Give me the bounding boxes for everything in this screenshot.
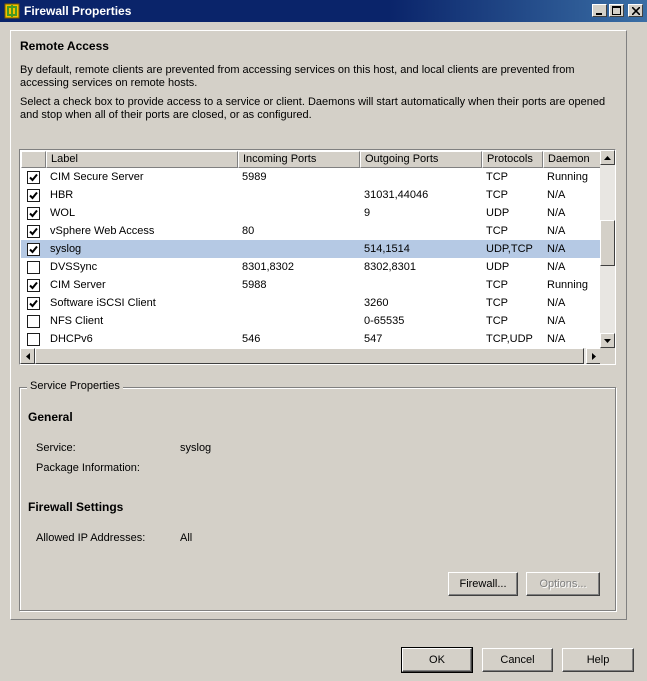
services-table: [19, 149, 616, 365]
row-checkbox-cell: [21, 258, 46, 276]
row-checkbox[interactable]: [27, 315, 40, 328]
row-checkbox-cell: [21, 240, 46, 258]
table-row[interactable]: [21, 168, 601, 186]
table-row[interactable]: [21, 330, 601, 348]
cell-label: CIM Server: [50, 279, 106, 291]
table-row[interactable]: [21, 312, 601, 330]
table-row[interactable]: [21, 240, 601, 258]
cell-daemon: N/A: [547, 225, 566, 237]
table-row[interactable]: [21, 258, 601, 276]
column-header-incoming[interactable]: Incoming Ports: [238, 151, 360, 168]
checkmark-icon: [28, 172, 39, 183]
cell-daemon: N/A: [547, 243, 566, 255]
cell-outgoing-ports: 514,1514: [364, 243, 410, 255]
firewall-app-icon: [4, 3, 20, 19]
table-row[interactable]: [21, 222, 601, 240]
firewall-settings-heading: Firewall Settings: [28, 500, 124, 514]
cell-incoming-ports: [238, 312, 360, 330]
remote-access-instructions: Select a check box to provide access to a service or client. Daemons will start automatically when their ports are opened and stop when all of their ports are closed, or as configured.: [20, 96, 606, 121]
cell-protocols: TCP: [486, 315, 508, 327]
horizontal-scrollbar[interactable]: [20, 348, 601, 364]
horizontal-scroll-thumb[interactable]: [35, 348, 584, 364]
cell-incoming-ports: [238, 294, 360, 312]
cell-outgoing-ports: 8302,8301: [364, 261, 416, 273]
scroll-down-button[interactable]: [600, 333, 615, 348]
row-checkbox-cell: [21, 168, 46, 186]
column-header-daemon[interactable]: Daemon: [543, 151, 601, 168]
checkmark-icon: [28, 226, 39, 237]
row-checkbox[interactable]: [27, 243, 40, 256]
arrow-down-icon: [604, 339, 611, 343]
cell-protocols: TCP: [486, 225, 508, 237]
column-header-check[interactable]: [21, 151, 46, 168]
row-checkbox-cell: [21, 204, 46, 222]
cell-incoming-ports: [238, 240, 360, 258]
row-checkbox-cell: [21, 222, 46, 240]
cancel-button[interactable]: Cancel: [482, 648, 553, 672]
cell-protocols: UDP: [486, 261, 510, 273]
cell-protocols: TCP: [486, 171, 508, 183]
column-header-label[interactable]: Label: [46, 151, 238, 168]
row-checkbox[interactable]: [27, 189, 40, 202]
remote-access-heading: Remote Access: [20, 39, 109, 53]
main-panel: [10, 30, 627, 620]
cell-incoming-ports: [238, 204, 360, 222]
row-checkbox[interactable]: [27, 279, 40, 292]
ok-button[interactable]: OK: [402, 648, 472, 672]
scroll-right-button[interactable]: [586, 348, 601, 364]
cell-incoming-ports: 5989: [242, 171, 267, 183]
row-checkbox[interactable]: [27, 261, 40, 274]
allowed-ip-value: All: [180, 532, 193, 544]
cell-label: vSphere Web Access: [50, 225, 155, 237]
cell-outgoing-ports: 547: [364, 333, 383, 345]
close-button[interactable]: [628, 4, 643, 17]
cell-outgoing-ports: [360, 222, 482, 240]
firewall-button[interactable]: Firewall...: [448, 572, 518, 596]
cell-label: DHCPv6: [50, 333, 93, 345]
cell-label: DVSSync: [50, 261, 98, 273]
row-checkbox-cell: [21, 276, 46, 294]
row-checkbox-cell: [21, 294, 46, 312]
checkmark-icon: [28, 280, 39, 291]
cell-daemon: Running: [547, 171, 588, 183]
row-checkbox[interactable]: [27, 207, 40, 220]
cell-outgoing-ports: 0-65535: [364, 315, 405, 327]
table-row[interactable]: [21, 186, 601, 204]
minimize-icon: [596, 7, 604, 15]
cell-daemon: Running: [547, 279, 588, 291]
cell-incoming-ports: 546: [242, 333, 261, 345]
checkmark-icon: [28, 244, 39, 255]
cell-protocols: TCP,UDP: [486, 333, 533, 345]
table-row[interactable]: [21, 204, 601, 222]
arrow-right-icon: [592, 353, 596, 360]
cell-daemon: N/A: [547, 261, 566, 273]
allowed-ip-label: Allowed IP Addresses:: [36, 532, 146, 544]
title-bar: [0, 0, 647, 22]
cell-daemon: N/A: [547, 333, 566, 345]
cell-protocols: TCP: [486, 297, 508, 309]
cell-protocols: TCP: [486, 279, 508, 291]
row-checkbox-cell: [21, 330, 46, 348]
cell-label: NFS Client: [50, 315, 104, 327]
cell-label: CIM Secure Server: [50, 171, 144, 183]
cell-outgoing-ports: 31031,44046: [364, 189, 429, 201]
column-header-outgoing[interactable]: Outgoing Ports: [360, 151, 482, 168]
table-row[interactable]: [21, 294, 601, 312]
table-row[interactable]: [21, 276, 601, 294]
service-label: Service:: [36, 442, 76, 454]
cell-daemon: N/A: [547, 189, 566, 201]
checkmark-icon: [28, 190, 39, 201]
scroll-up-button[interactable]: [600, 150, 615, 165]
row-checkbox-cell: [21, 186, 46, 204]
cell-daemon: N/A: [547, 315, 566, 327]
cell-protocols: UDP: [486, 207, 510, 219]
checkmark-icon: [28, 298, 39, 309]
service-properties-legend: Service Properties: [27, 380, 123, 392]
row-checkbox[interactable]: [27, 171, 40, 184]
minimize-button[interactable]: [592, 4, 607, 17]
cell-incoming-ports: [238, 186, 360, 204]
close-icon: [632, 7, 640, 15]
maximize-icon: [612, 6, 621, 15]
table-body: [21, 168, 601, 348]
options-button[interactable]: Options...: [526, 572, 600, 596]
column-header-protocols[interactable]: Protocols: [482, 151, 543, 168]
vertical-scrollbar[interactable]: [600, 150, 615, 348]
cell-label: syslog: [50, 243, 82, 255]
cell-protocols: UDP,TCP: [486, 243, 533, 255]
arrow-left-icon: [26, 353, 30, 360]
table-header: [21, 151, 601, 168]
cell-protocols: TCP: [486, 189, 508, 201]
cell-outgoing-ports: [360, 168, 482, 186]
general-heading: General: [28, 410, 73, 424]
remote-access-description: By default, remote clients are prevented from accessing services on this host, and local clients are prevented from accessing services on remote hosts.: [20, 64, 575, 89]
row-checkbox[interactable]: [27, 225, 40, 238]
cell-label: HBR: [50, 189, 74, 201]
cell-incoming-ports: 80: [242, 225, 255, 237]
row-checkbox[interactable]: [27, 297, 40, 310]
cell-daemon: N/A: [547, 297, 566, 309]
cell-outgoing-ports: [360, 276, 482, 294]
row-checkbox[interactable]: [27, 333, 40, 346]
cell-label: Software iSCSI Client: [50, 297, 156, 309]
cell-incoming-ports: 8301,8302: [242, 261, 294, 273]
cell-incoming-ports: 5988: [242, 279, 267, 291]
row-checkbox-cell: [21, 312, 46, 330]
service-value: syslog: [180, 442, 212, 454]
package-info-label: Package Information:: [36, 462, 140, 474]
scrollbar-corner: [600, 348, 615, 364]
cell-outgoing-ports: 3260: [364, 297, 389, 309]
checkmark-icon: [28, 208, 39, 219]
cell-outgoing-ports: 9: [364, 207, 371, 219]
scroll-left-button[interactable]: [20, 348, 35, 364]
help-button[interactable]: Help: [562, 648, 634, 672]
window-title: Firewall Properties: [24, 4, 132, 18]
maximize-button[interactable]: [609, 4, 624, 17]
cell-label: WOL: [50, 207, 76, 219]
vertical-scroll-thumb[interactable]: [600, 220, 615, 266]
cell-daemon: N/A: [547, 207, 566, 219]
arrow-up-icon: [604, 156, 611, 160]
